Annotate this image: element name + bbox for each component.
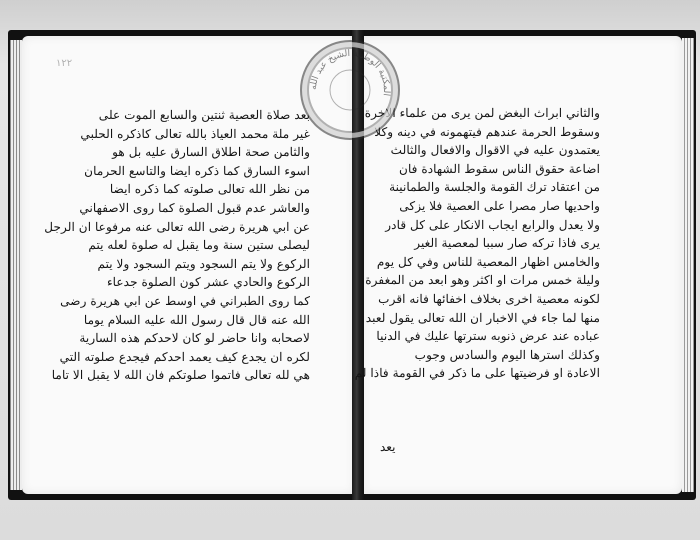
library-stamp: [300, 40, 400, 140]
text-line: واحديها صار مصرا على العصية فلا يزكى: [399, 198, 600, 213]
left-page-text: [44, 106, 310, 385]
text-line: يعتمدون عليه في الاقوال والافعال والثالث: [390, 143, 600, 158]
text-line: الركوع ولا يتم السجود ويتم السجود ولا يتم: [97, 256, 310, 271]
text-line: والخامس اظهار المعصية للناس وفي كل يوم: [376, 254, 600, 269]
text-line: عباده عند عرض ذنوبه سترتها عليك في الدنيا: [376, 329, 600, 344]
text-line: وليلة خمس مرات او اكثر وهو ابعد من المغفرة: [365, 273, 600, 288]
folio-number: ١٢٢: [56, 58, 73, 69]
text-line: والثامن صحة اطلاق السارق عليه بل هو: [112, 145, 310, 160]
text-line: الركوع والحادي عشر كون الصلوة جدعاء: [106, 275, 310, 290]
text-line: والعاشر عدم قبول الصلوة كما روى الاصفهاني: [79, 200, 310, 215]
text-line: بعد صلاة العصية ثنتين والسابع الموت على: [98, 108, 310, 122]
stamp-text: المكتبة الوطنية الشيخ عبد الله: [308, 48, 392, 97]
text-line: ولا يعدل والرابع ايجاب الانكار على كل قادر: [385, 217, 600, 232]
text-line: لكره ان يجدع كيف يعمد احدكم فيجدع صلوته التي: [59, 349, 310, 364]
right-page-text: [354, 104, 600, 383]
text-line: اسوء السارق كما ذكره ايضا والتاسع الحرمان: [84, 163, 310, 178]
catchword: يعد: [380, 440, 396, 454]
right-page-edges: [682, 38, 694, 492]
text-line: لكونه معصية اخرى بخلاف اخفائها فانه اقرب: [378, 291, 600, 306]
svg-text:المكتبة الوطنية الشيخ عبد الله: [309, 49, 391, 97]
stamp-seal-icon: [302, 42, 398, 138]
text-line: الاعادة او فرضيتها على ما ذكر في القومة فاذا لم: [354, 366, 600, 381]
text-line: من اعتقاد ترك القومة والجلسة والطمانينة: [389, 180, 600, 195]
text-line: وكذلك استرها اليوم والسادس وجوب: [414, 347, 600, 362]
text-line: كما روى الطبراني في اوسط عن ابي هريرة رضى: [60, 293, 310, 308]
text-line: هي لله تعالى فاتموا صلوتكم فان الله لا يقبل الا تاما: [51, 368, 310, 383]
text-line: لاصحابه وانا حاضر لو كان لاحدكم هذه السارية: [79, 331, 310, 346]
left-page-edges: [10, 40, 22, 490]
text-line: غير ملة محمد العياذ بالله تعالى كاذكره الحلبي: [80, 126, 310, 141]
text-line: يرى فاذا تركه صار سببا لمعصية الغير: [414, 236, 600, 251]
text-line: عن ابي هريرة رضى الله تعالى عنه مرفوعا ان الرجل: [44, 219, 310, 234]
text-line: وسقوط الحرمة عندهم فيتهمونه في دينه وكلا: [374, 124, 600, 139]
text-line: الله عنه قال قال رسول الله عليه السلام يوما: [83, 312, 310, 327]
text-line: من نظر الله تعالى صلوته كما ذكره ايضا: [109, 182, 310, 197]
text-line: منها لما جاء في الاخبار ان الله تعالى يقول لعبد: [365, 310, 600, 325]
text-line: ليصلى ستين سنة وما يقبل له صلوة لعله يتم: [88, 238, 310, 253]
text-line: اضاعة حقوق الناس سقوط الشهادة فان: [399, 161, 600, 176]
text-line: والثاني ابراث البغض لمن يرى من علماء الاخرة: [364, 106, 600, 120]
